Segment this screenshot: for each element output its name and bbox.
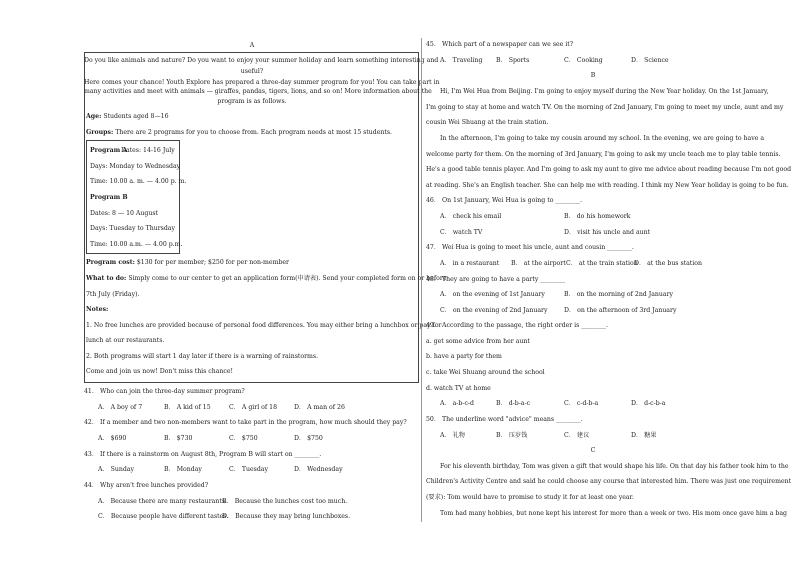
todo-label: What to do:: [86, 275, 127, 282]
column-divider: [421, 38, 422, 522]
exam-page: A Do you like animals and nature? Do you want to enjoy your summer holiday and learn something interesting and useful? Here comes your chance! Youth Explore has prepared a three-day summer program for you! You can take part in many activities and meet with animals — giraffes, pandas, tigers, lions, and so on! More information about the program is as follows. Age: Students aged 8—16 Groups: There are 2 programs for you to choose from. Each program needs at most 15 students. Program A Dates: 14-16 July Days: Monday to Wednesday Time: 10.00 a. m. — 4.00 p. m. Program B Dates: 8 — 10 August Days: Tuesday to Thursday Time: 10.00 a.m. — 4.00 p.m. Program cost: $130 for per member; $250 for per non-member What to do: Simply come to our center to get an application form(申请表). Send your completed form on or before 7th July (Friday). Notes: 1. No free lunches are provided because of personal food differences. You may either bring a lunchbox or pay for lunch at our restaurants. 2. Both programs will start 1 day later if there is a warning of rainstorms. Come and join us now! Don't miss this chance! 41． Who can join the three-day summer program? A． A boy of 7 B． A kid of 15 C． A girl of 18 D． A man of 26 42． If a member and two non-members want to take part in the program, how much should they pay? A． $690 B． $730 C． $750 D． $750 43． If there is a rainstorm on August 8th, Program B will start on ________. A． Sunday B． Monday C． Tuesday D． Wednesday 44． Why aren't free lunches provided? A． Because there are many restaurants. B． Because the lunches cost too much. C． Because people have different tastes. D． Because they may bring lunchboxes. 45． Which part of a newspaper can we see it? A． Traveling B． Sports C． Cooking D． Science B Hi, I'm Wei Hua from Beijing. I'm going to enjoy myself during the New Year holiday. On the 1st January, I'm going to stay at home and watch TV. On the morning of 2nd January, I'm going to meet my uncle, aunt and my cousin Wei Shuang at the train station. In the afternoon, I'm going to take my cousin around my school. In the evening, we are going to have a welcome party for them. On the morning of 3rd January, I'm going to ask my uncle teach me to play table tennis. He's a good table tennis player. And I'm going to ask my aunt to give me advice about reading because I'm not good at reading. She's an English teacher. She can help me with reading. I think my New Year holiday is going to be fun. 46． On 1st January, Wei Hua is going to ________. A． check his email B． do his homework C． watch TV D． visit his uncle and aunt 47． Wei Hua is going to meet his uncle, aunt and cousin ________. A． in a restaurant B． at the airport C． at the train station D． at the bus station 48． They are going to have a party ________ A． on the evening of 1st January B． on the morning of 2nd January C． on the evening of 2nd January D． on the afternoon of 3rd January 49． According to the passage, the right order is ________. a. get some advice from her aunt b. have a party for them c. take Wei Shuang around the school d. watch TV at home A． a-b-c-d B． d-b-a-c C． c-d-b-a D． d-c-b-a 50． The underline word "advice" means ________. A． 礼物 B． 压岁钱 C． 建议 D． 糖果 C For his eleventh birthday, Tom was given a gift that would shape his life. On that day his father took him to the Children's Activity Centre and said he could choose any course that interested him. There was just one requirement (要求): Tom would have to promise to study it for at least one year. Tom had many hobbies, but none kept his interest for more than a week or two. His mom once gave him a bag: [0, 0, 794, 562]
groups-text: There are 2 programs for you to choose from. Each program needs at most 15 students.: [113, 129, 393, 136]
todo-text-1: Simply come to our center to get an application form(申请表). Send your completed form on or before: [126, 275, 447, 282]
age-label: Age:: [86, 113, 102, 120]
cost-text: $130 for per member; $250 for per non-member: [134, 259, 290, 266]
cost-label: Program cost:: [86, 259, 135, 266]
age-text: Students aged 8—16: [101, 113, 169, 120]
groups-label: Groups:: [86, 129, 114, 136]
